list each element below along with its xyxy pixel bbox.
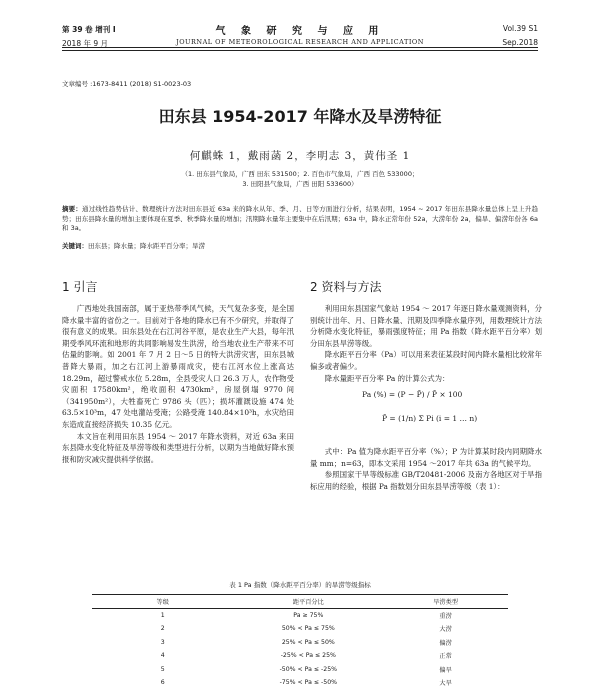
volume-left: 第 39 卷 增刊 I — [62, 25, 116, 34]
header-rule — [62, 47, 538, 48]
volume-right: Vol.39 S1 — [502, 24, 538, 33]
table-cell: 偏旱 — [439, 666, 452, 674]
date-left: 2018 年 9 月 — [62, 39, 109, 48]
method-paragraph: 式中：Pa 值为降水距平百分率（%）；P 为计算某时段内同期降水量 mm；n=63，即本文采用 1954 ～2017 年共 63a 的气候平均。 — [310, 447, 542, 468]
table-cell: 25% < Pa ≤ 50% — [281, 638, 335, 646]
equation-mean: P̄ = (1/n) Σ Pi (i = 1 … n) — [382, 414, 478, 424]
table-cell: -50% < Pa ≤ -25% — [279, 665, 338, 673]
method-paragraph: 利用田东县国家气象站 1954 ～ 2017 年逐日降水量观测资料，分别统计出年、月、日降水量、汛期及四季降水量序列，用数理统计方法分析降水变化特征，暴雨强度特征；用 Pa 指数（降水距平百分率）划分田东县旱涝等级。 — [310, 304, 542, 348]
abstract-text: 通过线性趋势估计、数理统计方法对田东县近 63a 来的降水从年、季、月、日等方面进行分析，结果表明，1954 ~ 2017 年田东县降水量总体上呈上升趋势；田东县降水量的增加主要体现在夏季、秋季降水量的增加；汛期降水量年主要集中在后汛期；63a 中，降水正常年份 52a，大涝年份 2a，偏旱、偏涝年份各 6a 和 3a。 — [62, 205, 538, 232]
table-cell: 50% < Pa ≤ 75% — [281, 625, 335, 633]
table-row — [92, 649, 508, 663]
keywords-text: 田东县；降水量；降水距平百分率；旱涝 — [88, 242, 205, 250]
table-header-cell: 旱涝类型 — [383, 595, 508, 609]
keywords-label: 关键词： — [62, 242, 88, 250]
equations — [310, 390, 542, 442]
paper-title: 田东县 1954-2017 年降水及旱涝特征 — [158, 107, 442, 126]
table-cell: 正常 — [439, 653, 452, 661]
journal-title-en: JOURNAL OF METEOROLOGICAL RESEARCH AND APPLICATION — [176, 38, 424, 46]
table-row — [92, 622, 508, 636]
intro-paragraph: 广西地处我国南部，属于亚热带季风气候，天气复杂多变，是全国降水量丰富的省份之一。目前对于各地的降水已有不少研究，并取得了很有意义的成果。田东县处在右江河谷平原，是农业生产大县，每年汛期受季风环流和地形的共同影响易发生洪涝，给当地农业生产带来不可估量的影响。如 2001 年 7 月 2 日～5 日的特大洪涝灾害，田东县城普降大暴雨，加之右江河上游暴雨成灾，使右江河水位上涨高达 18.29m，超过警戒水位 5.28m，全县受灾人口 26.3 万人，农作物受灾面积 17580km²，绝收面积 4730km²，房屋倒塌 9770 间（341950m²），大牲畜死亡 9786 头（匹）；损坏灌溉设施 474 处 63.5×10³m，47 处电灌站受淹；公路受淹 140.84×10³h，水灾给田东造成直接经济损失 10.35 亿元。 — [62, 304, 294, 429]
section-heading-intro: 1 引言 — [62, 280, 98, 294]
table-header-row — [92, 595, 508, 609]
table-cell: 6 — [160, 679, 165, 687]
section-heading-data-method: 2 资料与方法 — [310, 280, 382, 294]
table-cell: Pa ≥ 75% — [293, 612, 324, 619]
table-header-cell: 等级 — [92, 595, 233, 609]
affiliation-line: 3. 田阳县气象局，广西 田阳 533600） — [242, 180, 358, 188]
table-row — [92, 663, 508, 677]
intro-paragraph: 本文旨在利用田东县 1954 ～ 2017 年降水资料，对近 63a 来田东县降水变化特征及旱涝等级和类型进行分析，以期为当地做好降水预报和防灾减灾提供科学依据。 — [62, 431, 294, 464]
table-header-cell: 距平百分比 — [233, 595, 383, 609]
abstract-label: 摘要： — [62, 205, 83, 213]
table-cell: 重涝 — [439, 613, 452, 620]
author-list: 何麒蛛 1，戴雨菡 2，李明志 3，黄伟圣 1 — [189, 150, 411, 162]
table-cell: 1 — [160, 612, 165, 619]
affiliations — [0, 169, 600, 189]
table-cell: 2 — [160, 625, 165, 633]
keywords — [62, 241, 538, 250]
journal-title: 气 象 研 究 与 应 用 — [215, 26, 385, 37]
right-column — [310, 278, 542, 493]
table-row — [92, 676, 508, 690]
table-cell: 3 — [160, 638, 165, 646]
grade-table — [92, 594, 508, 690]
table-cell: 5 — [160, 665, 165, 673]
article-number: 文章编号 :1673-8411 (2018) S1-0023-03 — [62, 80, 192, 88]
method-paragraph: 降水距平百分率（Pa）可以用来表征某段时间内降水量相比较常年偏多或者偏少。 — [310, 350, 542, 371]
header-rule-thin — [62, 50, 538, 51]
table-cell: -75% < Pa ≤ -50% — [279, 679, 338, 687]
table-row — [92, 636, 508, 650]
method-paragraph: 参照国家干旱等级标准 GB/T20481-2006 及南方各地区对于旱指标应用的经验，根据 Pa 指数划分田东县旱涝等级（表 1）： — [310, 470, 542, 491]
abstract — [62, 205, 538, 234]
table-row — [92, 609, 508, 623]
table-cell: 4 — [160, 652, 165, 660]
table-cell: 大涝 — [439, 626, 452, 634]
left-column — [62, 278, 294, 465]
table-cell: 偏涝 — [439, 639, 452, 647]
table-cell: 大旱 — [439, 680, 452, 688]
date-right: Sep.2018 — [502, 38, 538, 47]
table-cell: -25% < Pa ≤ 25% — [280, 652, 336, 660]
affiliation-line: （1. 田东县气象局，广西 田东 531500；2. 百色市气象局，广西 百色 533000； — [181, 170, 419, 178]
method-paragraph: 降水量距平百分率 Pa 的计算公式为： — [324, 373, 450, 383]
equation-pa: Pa (%) = (P − P̄) / P̄ × 100 — [362, 390, 463, 400]
table-caption: 表 1 Pa 指数（降水距平百分率）的旱涝等级指标 — [229, 581, 371, 589]
